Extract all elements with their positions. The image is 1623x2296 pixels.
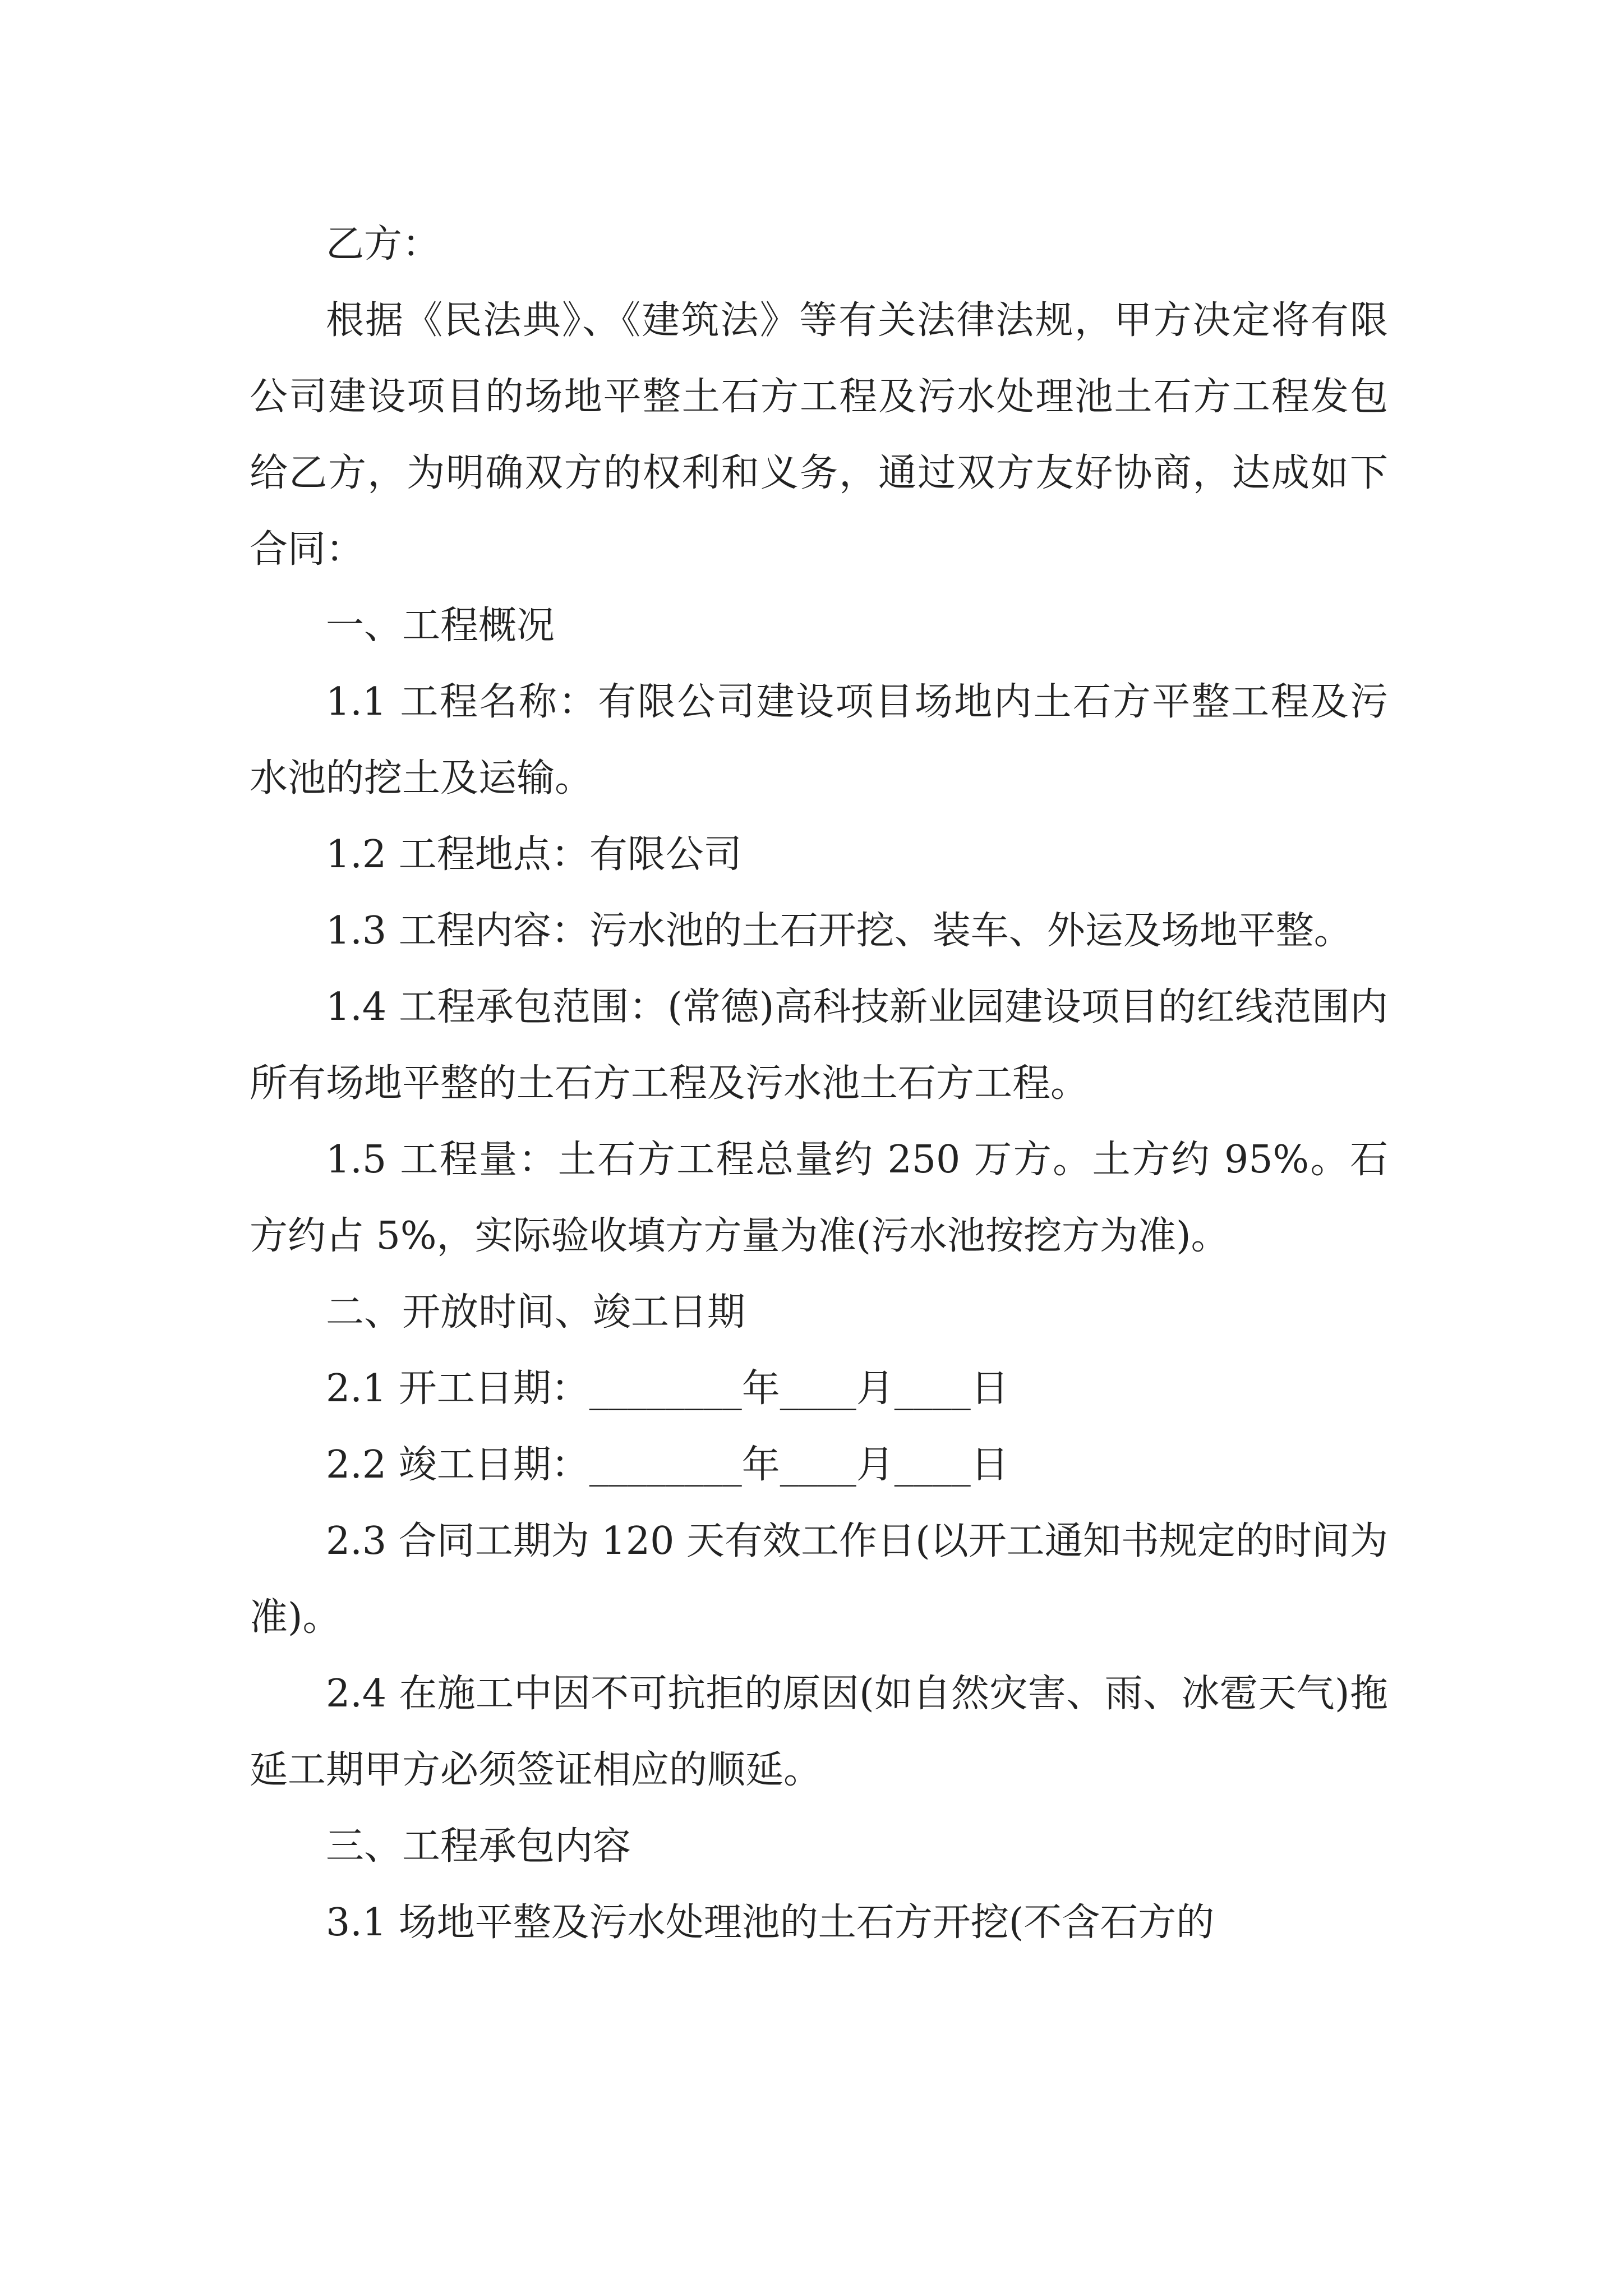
clause-2-1: 2.1 开工日期：________年____月____日 xyxy=(326,1366,1009,1411)
clause-1-3: 1.3 工程内容：污水池的土石开挖、装车、外运及场地平整。 xyxy=(326,909,1352,953)
section-heading-1: 一、工程概况 xyxy=(326,604,555,648)
clause-1-4: 1.4 工程承包范围：(常德)高科技新业园建设项目的红线范围内所有场地平整的土石方工程及污水池土石方工程。 xyxy=(250,985,1388,1106)
preamble-paragraph: 根据《民法典》、《建筑法》等有关法律法规，甲方决定将有限公司建设项目的场地平整土石方工程及污水处理池土石方工程发包给乙方，为明确双方的权利和义务，通过双方友好协商，达成如下合同： xyxy=(250,298,1388,572)
clause-1-1: 1.1 工程名称：有限公司建设项目场地内土石方平整工程及污水池的挖土及运输。 xyxy=(250,680,1388,800)
clause-2-4: 2.4 在施工中因不可抗拒的原因(如自然灾害、雨、冰雹天气)拖延工期甲方必须签证相应的顺延。 xyxy=(250,1672,1388,1792)
clause-2-2: 2.2 竣工日期：________年____月____日 xyxy=(326,1443,1009,1487)
party-b-line: 乙方： xyxy=(326,222,441,266)
section-heading-3: 三、工程承包内容 xyxy=(326,1824,631,1869)
clause-1-5: 1.5 工程量：土石方工程总量约 250 万方。土方约 95%。石方约占 5%，实际验收填方方量为准(污水池按挖方为准)。 xyxy=(250,1138,1388,1258)
document-body xyxy=(250,206,1388,1961)
clause-3-1: 3.1 场地平整及污水处理池的土石方开挖(不含石方的 xyxy=(326,1901,1215,1945)
section-heading-2: 二、开放时间、竣工日期 xyxy=(326,1290,746,1335)
clause-2-3: 2.3 合同工期为 120 天有效工作日(以开工通知书规定的时间为准)。 xyxy=(250,1519,1388,1640)
clause-1-2: 1.2 工程地点：有限公司 xyxy=(326,832,742,877)
